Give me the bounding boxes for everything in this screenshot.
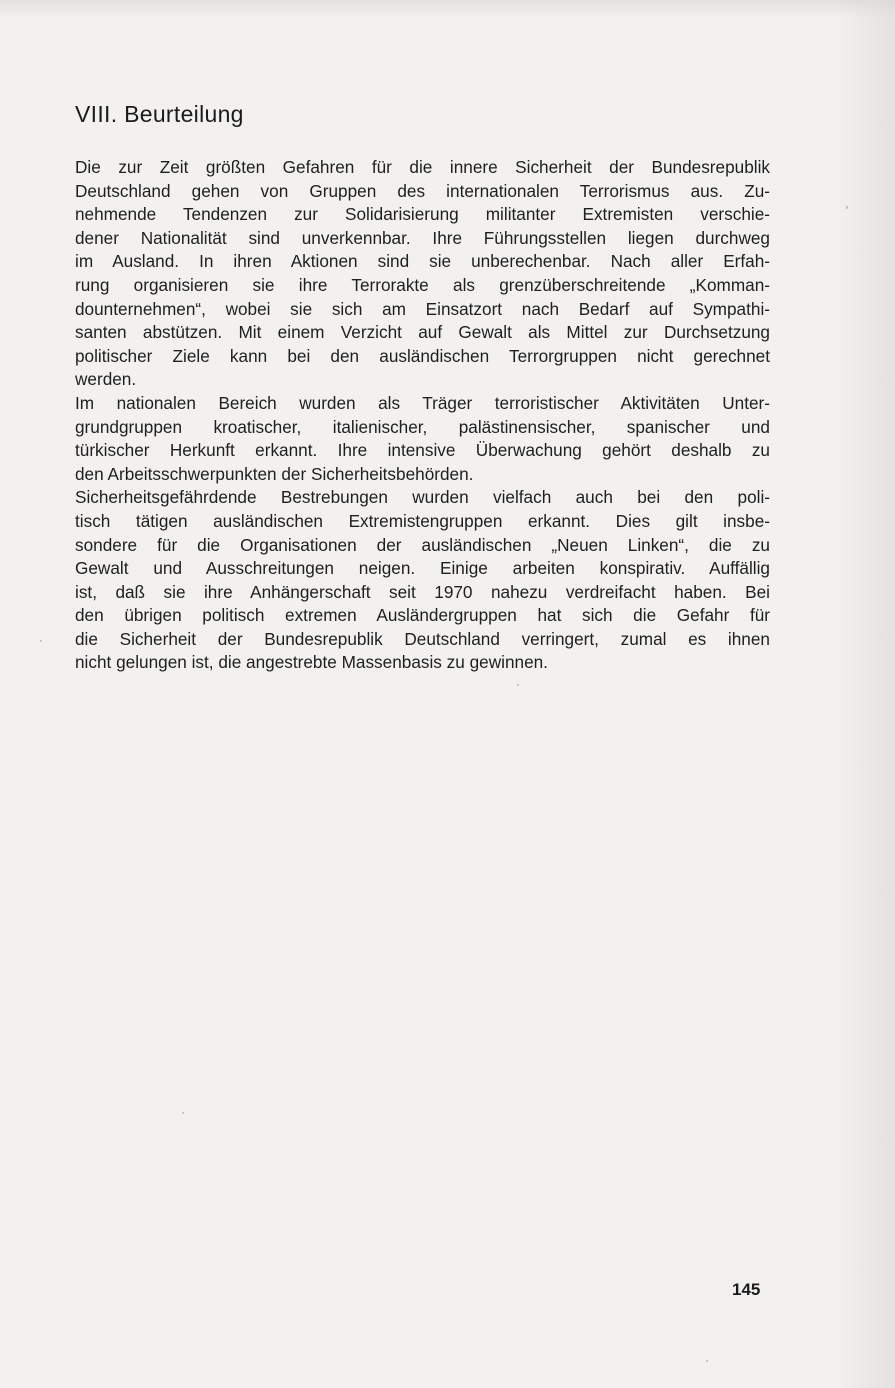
text-line: politischer Ziele kann bei den ausländischen Terrorgruppen nicht gerechnet [75, 345, 770, 366]
body-text [75, 156, 770, 675]
text-line: santen abstützen. Mit einem Verzicht auf Gewalt als Mittel zur Durchsetzung [75, 322, 770, 343]
text-line: rung organisieren sie ihre Terrorakte als grenzüberschreitende „Komman- [75, 274, 770, 295]
text-line: Im nationalen Bereich wurden als Träger terroristischer Aktivitäten Unter- [75, 392, 770, 413]
scan-speck [182, 1112, 184, 1114]
text-line: tisch tätigen ausländischen Extremistengruppen erkannt. Dies gilt insbe- [75, 510, 770, 531]
scan-speck [40, 640, 42, 642]
scan-speck [517, 684, 519, 686]
scan-edge-right [835, 0, 895, 1388]
text-line: Sicherheitsgefährdende Bestrebungen wurden vielfach auch bei den poli- [75, 487, 770, 508]
text-line: den übrigen politisch extremen Ausländergruppen hat sich die Gefahr für [75, 605, 770, 626]
scan-edge-top [0, 0, 895, 18]
page-number: 145 [732, 1280, 761, 1299]
text-line: türkischer Herkunft erkannt. Ihre intensive Überwachung gehört deshalb zu [75, 440, 770, 461]
text-line: werden. [75, 369, 137, 390]
text-line: Die zur Zeit größten Gefahren für die innere Sicherheit der Bundesrepublik [75, 157, 770, 177]
text-line: im Ausland. In ihren Aktionen sind sie unberechenbar. Nach aller Erfah- [75, 251, 770, 272]
text-line: nicht gelungen ist, die angestrebte Massenbasis zu gewinnen. [75, 652, 548, 673]
text-line: sondere für die Organisationen der ausländischen „Neuen Linken“, die zu [75, 534, 770, 555]
text-line: dener Nationalität sind unverkennbar. Ihre Führungsstellen liegen durchweg [75, 227, 770, 248]
text-line: nehmende Tendenzen zur Solidarisierung militanter Extremisten verschie- [75, 204, 770, 225]
text-line: die Sicherheit der Bundesrepublik Deutschland verringert, zumal es ihnen [75, 628, 770, 649]
text-line: den Arbeitsschwerpunkten der Sicherheitsbehörden. [75, 463, 474, 484]
text-line: dounternehmen“, wobei sie sich am Einsatzort nach Bedarf auf Sympathi- [75, 298, 770, 319]
scan-speck [846, 206, 848, 209]
scan-speck [706, 1360, 708, 1362]
text-line: Deutschland gehen von Gruppen des internationalen Terrorismus aus. Zu- [75, 180, 770, 201]
section-heading: VIII. Beurteilung [75, 101, 244, 127]
text-line: grundgruppen kroatischer, italienischer, palästinensischer, spanischer und [75, 416, 770, 437]
text-line: Gewalt und Ausschreitungen neigen. Einige arbeiten konspirativ. Auffällig [75, 558, 770, 579]
text-line: ist, daß sie ihre Anhängerschaft seit 1970 nahezu verdreifacht haben. Bei [75, 581, 770, 602]
